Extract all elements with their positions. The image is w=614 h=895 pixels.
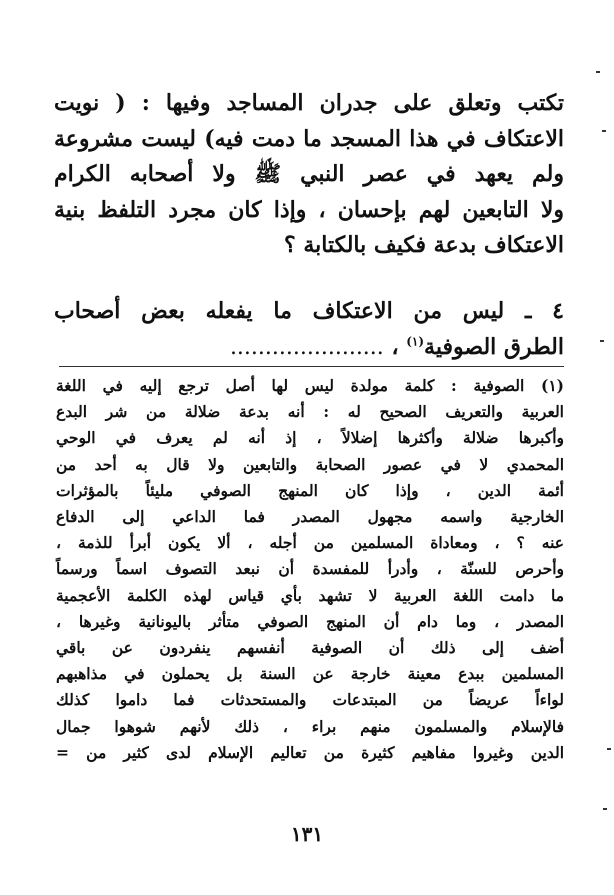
item-4-paragraph [54, 293, 564, 366]
scan-mark [602, 130, 606, 132]
main-line-3: ولم يعهد في عصر النبي ﷺ ولا أصحابه الكرام [54, 161, 564, 187]
footnote-line: (١) الصوفية : كلمة مولدة ليس لها أصل ترجع إليه في اللغة [56, 376, 564, 395]
item-4-line-2-sep: ، [383, 334, 407, 360]
item-4-line-2-text: الطرق الصوفية [424, 334, 564, 360]
footnote-reference[interactable]: (١) [406, 334, 425, 349]
item-4-line-1: ٤ ـ ليس من الاعتكاف ما يفعله بعض أصحاب [54, 298, 564, 324]
footnote-line: العربية والتعريف الصحيح له : أنه بدعة ضلالة من شر البدع [56, 402, 564, 422]
scan-mark [607, 748, 611, 750]
item-4-line-2 [54, 329, 564, 366]
footnote-line: المصدر ، وما دام أن المنهج الصوفي متأثر باليونانية وغيرها ، [56, 611, 564, 631]
scan-mark [596, 71, 600, 73]
page-number: ١٣١ [290, 822, 324, 846]
footnote-line: الخارجية واسمه مجهول المصدر فما الداعي إلى الدفاع [56, 507, 564, 527]
ellipsis-dots: ...................... [229, 335, 384, 360]
footnote-line: ما دامت اللغة العربية لا تشهد بأي قياس لهذه الكلمة الأعجمية [56, 585, 564, 605]
main-line-4: ولا التابعين لهم بإحسان ، وإذا كان مجرد التلفظ بنية [54, 196, 564, 223]
footnote-block [56, 373, 564, 766]
footnote-line: الدين وغيروا مفاهيم كثيرة من تعاليم الإسلام لدى كثير من = [56, 742, 564, 762]
footnote-line: وأكبرها ضلالة وأكثرها إضلالاً ، إذ أنه لم يعرف في الوحي [56, 428, 564, 448]
footnote-separator [59, 366, 564, 367]
footnote-line: أضف إلى ذلك أن الصوفية أنفسهم ينفردون عن باقي [56, 638, 564, 658]
main-paragraph [54, 86, 564, 264]
footnote-line: المحمدي لا في عصور الصحابة والتابعين ولا قال به أحد من [56, 454, 564, 474]
footnote-line: لواءاً عريضاً من المبتدعات والمستحدثات فما داموا كذلك [56, 690, 564, 710]
footnote-line: وأحرص للسنّة ، وأدرأ للمفسدة أن نبعد التصوف اسماً ورسماً [56, 559, 564, 579]
footnote-line: عنه ؟ ، ومعاداة المسلمين من أجله ، ألا يكون أبرأ للذمة ، [56, 533, 564, 553]
main-line-5: الاعتكاف بدعة فكيف بالكتابة ؟ [283, 232, 564, 258]
scan-mark [603, 808, 607, 810]
footnote-line: أئمة الدين ، وإذا كان المنهج الصوفي مليئاً بالمؤثرات [56, 480, 564, 500]
main-line-2: الاعتكاف في هذا المسجد ما دمت فيه) ليست مشروعة [54, 125, 564, 152]
scan-mark [600, 340, 604, 342]
footnote-line: المسلمين ببدع معينة خارجة عن السنة بل يحملون في مذاهبهم [56, 664, 564, 684]
footnote-line: فالإسلام والمسلمون منهم براء ، ذلك لأنهم شوهوا جمال [56, 716, 564, 736]
main-line-1: تكتب وتعلق على جدران المساجد وفيها : ( نويت [54, 90, 564, 116]
